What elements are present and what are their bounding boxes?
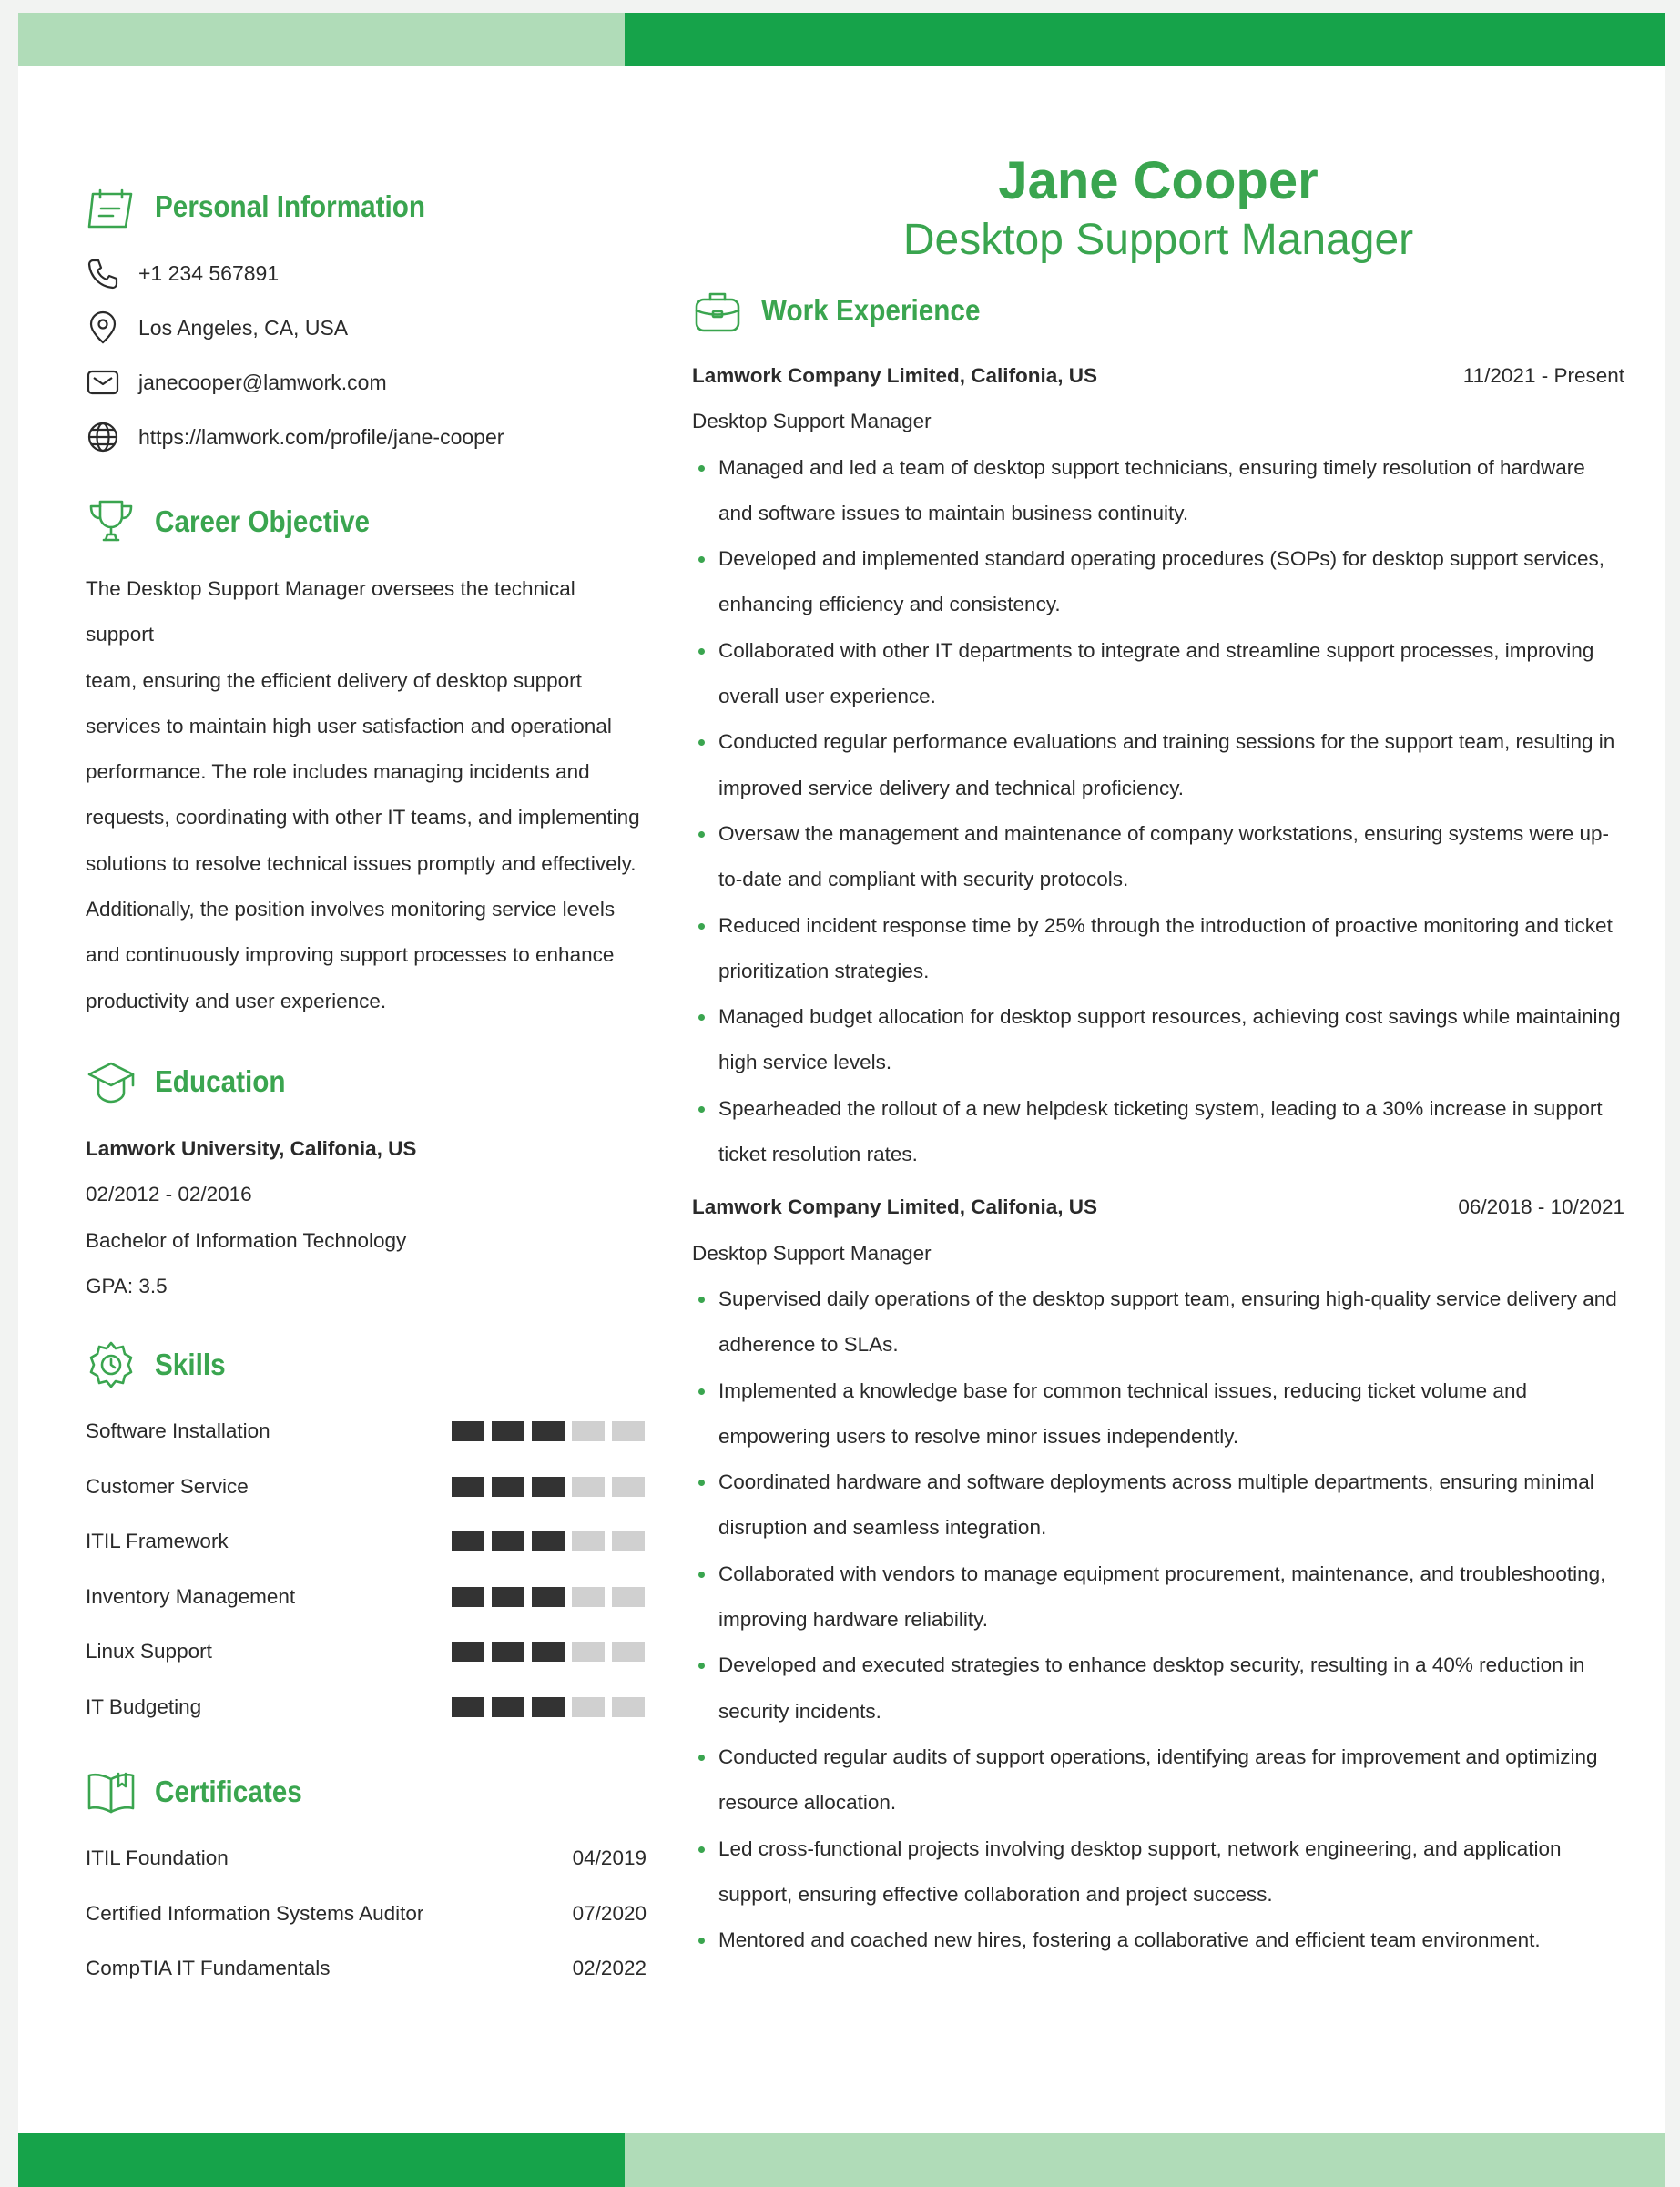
contact-website [86,410,647,464]
career-objective-header [86,492,647,552]
personal-info-header [86,177,647,237]
skill-name: Inventory Management [86,1584,296,1608]
certificate-name: CompTIA IT Fundamentals [86,1957,331,1980]
top-bar-dark [625,13,1665,66]
bullet-item: Developed and executed strategies to enhance desktop security, resulting in a 40% reduction in security incidents. [692,1643,1624,1734]
skill-meter [452,1531,645,1551]
bullet-item: Reduced incident response time by 25% through the introduction of proactive monitoring and ticket prioritization strategies. [692,903,1624,995]
job-company: Lamwork Company Limited, Califonia, US [692,1195,1098,1219]
skill-level-empty [612,1587,645,1607]
skill-level-empty [572,1477,605,1497]
skill-level-empty [612,1642,645,1662]
skills-header [86,1335,647,1395]
skill-level-filled [452,1642,484,1662]
skill-name: IT Budgeting [86,1694,202,1718]
skill-level-empty [572,1531,605,1551]
skill-level-filled [532,1697,565,1717]
id-card-icon [86,181,137,232]
skill-level-filled [532,1587,565,1607]
job-company: Lamwork Company Limited, Califonia, US [692,364,1098,387]
skill-meter [452,1697,645,1717]
bullet-item: Mentored and coached new hires, fostering a collaborative and efficient team environment. [692,1917,1624,1963]
skill-name: Customer Service [86,1474,249,1498]
certificate-date: 07/2020 [572,1901,647,1925]
skill-name: Software Installation [86,1419,270,1443]
mail-icon [86,365,120,400]
skill-level-filled [532,1642,565,1662]
job-dates: 11/2021 - Present [1462,364,1624,387]
bullet-item: Managed budget allocation for desktop support resources, achieving cost savings while maintaining high service levels. [692,994,1624,1086]
bullet-item: Conducted regular audits of support operations, identifying areas for improvement and optimizing resource allocation. [692,1734,1624,1826]
education-header [86,1052,647,1112]
job-entry [692,1185,1624,1963]
bullet-item: Conducted regular performance evaluations and training sessions for the support team, resulting in improved service delivery and technical proficiency. [692,719,1624,811]
contact-location [86,300,647,355]
skill-level-empty [612,1477,645,1497]
skill-name: Linux Support [86,1640,212,1663]
certificate-row [86,1831,647,1887]
graduation-cap-icon [86,1056,137,1107]
email-link[interactable]: janecooper@lamwork.com [138,370,387,394]
section-title: Career Objective [155,504,371,538]
skill-level-filled [492,1697,524,1717]
job-position: Desktop Support Manager [692,410,932,433]
skill-level-filled [532,1421,565,1441]
certificates-header [86,1762,647,1822]
bullet-item: Spearheaded the rollout of a new helpdesk ticketing system, leading to a 30% increase in support ticket resolution rates. [692,1086,1624,1178]
globe-icon [86,420,120,454]
skill-level-filled [452,1697,484,1717]
skill-level-filled [452,1587,484,1607]
resume-page [18,13,1665,2172]
career-objective-text: The Desktop Support Manager oversees the technical support team, ensuring the efficient delivery of desktop support services to maintain high user satisfaction and operational performance. The role includes managing incidents and requests, coordinating with other IT teams, and implementing solutions to resolve technical issues promptly and effectively. Additionally, the position involves monitoring service levels and continuously improving support processes to enhance productivity and user experience. [86,577,640,1012]
skill-level-empty [572,1421,605,1441]
skill-row [86,1514,645,1570]
skill-level-empty [612,1697,645,1717]
education-degree: Bachelor of Information Technology [86,1228,407,1252]
section-title: Personal Information [155,189,426,223]
trophy-icon [86,496,137,547]
education-school: Lamwork University, Califonia, US [86,1136,417,1160]
left-column [86,177,647,1997]
location-pin-icon [86,310,120,345]
phone-icon [86,256,120,290]
skill-level-filled [492,1587,524,1607]
website-link[interactable]: https://lamwork.com/profile/jane-cooper [138,424,504,449]
certificate-name: Certified Information Systems Auditor [86,1901,424,1925]
bullet-item: Developed and implemented standard operating procedures (SOPs) for desktop support services, enhancing efficiency and consistency. [692,536,1624,628]
skill-level-empty [572,1642,605,1662]
section-title: Skills [155,1348,226,1382]
skill-row [86,1460,645,1515]
skill-row [86,1570,645,1625]
skill-level-filled [532,1531,565,1551]
job-position: Desktop Support Manager [692,1241,932,1265]
job-bullets [692,1277,1624,1963]
candidate-name: Jane Cooper [998,151,1319,210]
skills-list [86,1404,647,1734]
skill-level-empty [612,1421,645,1441]
skill-level-empty [572,1697,605,1717]
skill-level-filled [532,1477,565,1497]
book-icon [86,1766,137,1817]
bullet-item: Implemented a knowledge base for common technical issues, reducing ticket volume and empowering users to resolve minor issues independently. [692,1368,1624,1460]
bullet-item: Supervised daily operations of the desktop support team, ensuring high-quality service delivery and adherence to SLAs. [692,1277,1624,1368]
bottom-bar-light [625,2133,1665,2187]
job-bullets [692,445,1624,1178]
skill-row [86,1624,645,1680]
bullet-item: Collaborated with other IT departments to integrate and streamline support processes, improving overall user experience. [692,628,1624,720]
location-text: Los Angeles, CA, USA [138,315,349,340]
gear-icon [86,1339,137,1390]
skill-name: ITIL Framework [86,1530,229,1553]
section-title: Education [155,1063,286,1098]
work-experience-header [692,280,1624,341]
skill-level-filled [492,1477,524,1497]
phone-text: +1 234 567891 [138,260,280,285]
section-title: Work Experience [761,293,981,327]
certificate-row [86,1887,647,1942]
bullet-item: Led cross-functional projects involving desktop support, network engineering, and application support, ensuring effective collaboration and project success. [692,1826,1624,1918]
bottom-bar-dark [18,2133,625,2187]
skill-level-filled [452,1421,484,1441]
job-header [692,1185,1624,1230]
skill-level-filled [452,1531,484,1551]
job-entry [692,353,1624,1177]
candidate-role: Desktop Support Manager [902,216,1414,264]
briefcase-icon [692,285,743,336]
skill-meter [452,1587,645,1607]
contact-email [86,355,647,410]
certificate-date: 02/2022 [572,1957,647,1980]
certificate-row [86,1941,647,1997]
job-header [692,353,1624,399]
skill-meter [452,1642,645,1662]
skill-level-filled [492,1421,524,1441]
skill-meter [452,1421,645,1441]
right-column [692,149,1624,1963]
education-gpa: GPA: 3.5 [86,1274,168,1297]
skill-meter [452,1477,645,1497]
bullet-item: Collaborated with vendors to manage equipment procurement, maintenance, and troubleshooting, improving hardware reliability. [692,1551,1624,1643]
skill-level-filled [492,1531,524,1551]
skill-row [86,1680,645,1735]
job-dates: 06/2018 - 10/2021 [1458,1195,1624,1219]
certificate-name: ITIL Foundation [86,1846,229,1870]
education-dates: 02/2012 - 02/2016 [86,1183,252,1206]
bullet-item: Oversaw the management and maintenance of company workstations, ensuring systems were up-to-date and compliant with security protocols. [692,811,1624,903]
bullet-item: Managed and led a team of desktop support technicians, ensuring timely resolution of hardware and software issues to maintain business continuity. [692,445,1624,537]
skill-level-empty [572,1587,605,1607]
certificate-date: 04/2019 [572,1846,647,1870]
contact-phone [86,246,647,300]
bullet-item: Coordinated hardware and software deployments across multiple departments, ensuring minimal disruption and seamless integration. [692,1460,1624,1551]
skill-level-filled [492,1642,524,1662]
skill-row [86,1404,645,1460]
top-bar-light [18,13,625,66]
skill-level-filled [452,1477,484,1497]
skill-level-empty [612,1531,645,1551]
section-title: Certificates [155,1775,302,1809]
